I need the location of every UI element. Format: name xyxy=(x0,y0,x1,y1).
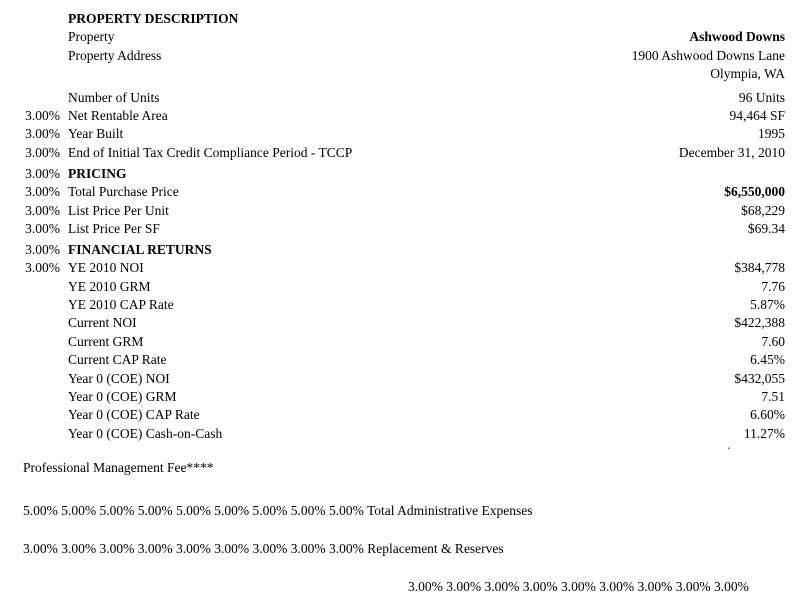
row-growth-rate: 3.00% xyxy=(25,260,60,276)
row-growth-rate xyxy=(0,370,60,388)
row-value: 7.60 xyxy=(761,333,785,349)
row-growth-rate: 3.00% xyxy=(25,220,60,236)
bottom-rates: 3.00% 3.00% 3.00% 3.00% 3.00% 3.00% 3.00% 3.00% 3.00% xyxy=(408,579,749,595)
row-growth-rate xyxy=(0,351,60,369)
replacement-reserves-rates: 3.00% 3.00% 3.00% 3.00% 3.00% 3.00% 3.00% 3.00% 3.00% xyxy=(23,540,364,556)
row-growth-rate: 3.00% xyxy=(25,144,60,160)
row-growth-rate xyxy=(0,425,60,443)
row-label: Year 0 (COE) Cash-on-Cash xyxy=(68,425,223,441)
row-value: $384,778 xyxy=(734,260,785,276)
table-row xyxy=(0,10,792,28)
row-value: $69.34 xyxy=(747,220,785,236)
table-row xyxy=(0,351,792,369)
table-row xyxy=(0,162,792,183)
row-growth-rate xyxy=(0,65,60,83)
table-row xyxy=(0,220,792,238)
table-row xyxy=(0,144,792,162)
stray-period-mark: . xyxy=(727,437,731,452)
row-label: Year Built xyxy=(68,126,124,142)
row-value: 11.27% xyxy=(743,425,785,441)
row-label: YE 2010 GRM xyxy=(68,278,151,294)
row-label: Year 0 (COE) NOI xyxy=(68,370,170,386)
table-row xyxy=(0,47,792,65)
row-label: YE 2010 NOI xyxy=(68,260,144,276)
table-row xyxy=(0,125,792,143)
row-value xyxy=(785,10,792,28)
table-row xyxy=(0,370,792,388)
row-label: Property Address xyxy=(68,47,162,63)
row-label: PRICING xyxy=(68,166,127,182)
table-row xyxy=(0,333,792,351)
row-value: 6.45% xyxy=(750,352,785,368)
row-label: Number of Units xyxy=(68,89,160,105)
row-label: Current GRM xyxy=(68,333,144,349)
row-label xyxy=(60,65,710,83)
row-value: Olympia, WA xyxy=(710,66,785,82)
row-growth-rate: 3.00% xyxy=(25,184,60,200)
replacement-reserves-label: Replacement & Reserves xyxy=(367,540,504,556)
row-label: Current CAP Rate xyxy=(68,352,167,368)
row-label: Total Purchase Price xyxy=(68,184,179,200)
row-label: PROPERTY DESCRIPTION xyxy=(68,11,239,26)
row-growth-rate xyxy=(0,278,60,296)
row-value: 7.51 xyxy=(761,389,785,405)
table-row xyxy=(0,183,792,201)
row-value: 1995 xyxy=(758,126,785,142)
row-value: $432,055 xyxy=(734,370,785,386)
row-growth-rate xyxy=(0,314,60,332)
management-fee-label: Professional Management Fee**** xyxy=(23,460,214,476)
bottom-rates-line xyxy=(23,578,792,596)
table-row xyxy=(0,238,792,259)
row-value: Ashwood Downs xyxy=(689,29,785,45)
table-row xyxy=(0,406,792,424)
table-row xyxy=(0,314,792,332)
row-value: 96 Units xyxy=(738,89,785,105)
row-label: List Price Per SF xyxy=(68,220,160,236)
table-row xyxy=(0,65,792,83)
row-label: Year 0 (COE) GRM xyxy=(68,389,177,405)
row-label: End of Initial Tax Credit Compliance Period - TCCP xyxy=(68,144,353,160)
table-row xyxy=(0,202,792,220)
table-row xyxy=(0,107,792,125)
row-value: $68,229 xyxy=(741,202,785,218)
row-growth-rate xyxy=(0,28,60,46)
row-growth-rate xyxy=(0,47,60,65)
row-growth-rate xyxy=(0,388,60,406)
row-label: Current NOI xyxy=(68,315,137,331)
table-row xyxy=(0,296,792,314)
row-growth-rate xyxy=(0,406,60,424)
row-value: December 31, 2010 xyxy=(678,144,785,160)
table-row xyxy=(0,28,792,46)
row-value xyxy=(785,238,792,259)
table-row xyxy=(0,89,792,107)
row-value: 6.60% xyxy=(750,407,785,423)
row-value: 1900 Ashwood Downs Lane xyxy=(631,47,785,63)
replacement-reserves-line xyxy=(23,540,792,558)
row-growth-rate: 3.00% xyxy=(25,126,60,142)
row-value: 7.76 xyxy=(761,278,785,294)
row-label: FINANCIAL RETURNS xyxy=(68,242,212,258)
row-growth-rate xyxy=(0,296,60,314)
row-label: Year 0 (COE) CAP Rate xyxy=(68,407,200,423)
table-row xyxy=(0,388,792,406)
admin-expenses-label: Total Administrative Expenses xyxy=(366,502,533,518)
footer-section xyxy=(0,459,792,597)
row-value xyxy=(785,162,792,183)
row-value: $6,550,000 xyxy=(724,184,785,200)
row-growth-rate: 3.00% xyxy=(25,107,60,123)
row-value: $422,388 xyxy=(734,315,785,331)
admin-expenses-rates: 5.00% 5.00% 5.00% 5.00% 5.00% 5.00% 5.00% 5.00% 5.00% xyxy=(23,502,364,518)
row-value: 94,464 SF xyxy=(729,107,785,123)
table-row xyxy=(0,259,792,277)
table-row xyxy=(0,425,792,443)
row-label: YE 2010 CAP Rate xyxy=(68,297,174,313)
row-label: Property xyxy=(68,29,115,45)
row-growth-rate xyxy=(0,10,60,28)
row-growth-rate: 3.00% xyxy=(25,202,60,218)
row-growth-rate: 3.00% xyxy=(25,242,60,258)
management-fee-line xyxy=(23,459,792,477)
row-value: 5.87% xyxy=(750,297,785,313)
row-label: Net Rentable Area xyxy=(68,107,168,123)
row-growth-rate: 3.00% xyxy=(25,166,60,182)
row-growth-rate xyxy=(0,89,60,107)
row-label: List Price Per Unit xyxy=(68,202,169,218)
table-row xyxy=(0,278,792,296)
row-growth-rate xyxy=(0,333,60,351)
admin-expenses-line xyxy=(23,502,792,520)
